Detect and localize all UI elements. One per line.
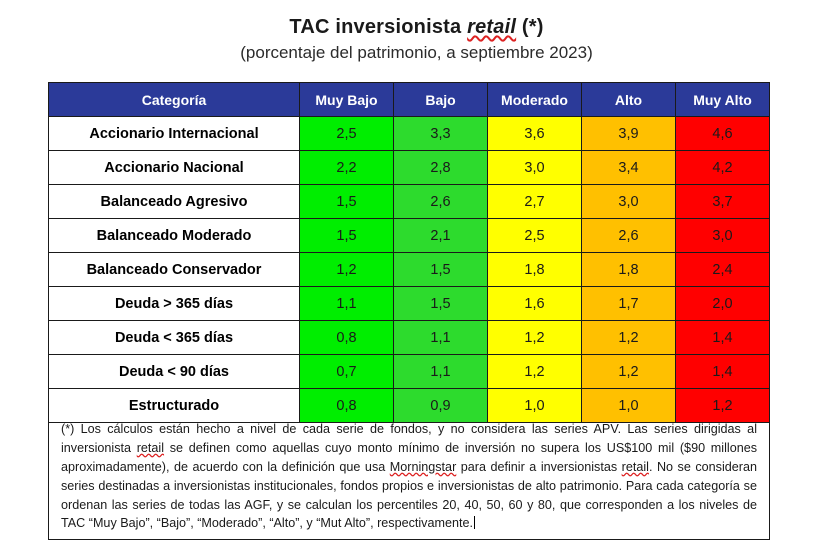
cell-bajo: 3,3 xyxy=(394,117,488,151)
cell-bajo: 2,8 xyxy=(394,151,488,185)
table-row xyxy=(49,355,770,389)
cell-alto: 1,8 xyxy=(582,253,676,287)
row-category: Accionario Internacional xyxy=(49,117,300,151)
column-header-categoria: Categoría xyxy=(49,83,300,117)
cell-muy-bajo: 2,5 xyxy=(300,117,394,151)
cell-muy-alto: 1,4 xyxy=(676,355,770,389)
cell-muy-alto: 4,2 xyxy=(676,151,770,185)
cell-muy-alto: 2,0 xyxy=(676,287,770,321)
cell-muy-alto: 2,4 xyxy=(676,253,770,287)
footnote-part-1: (*) Los cálculos están hecho a nivel de cada serie de fondos, y no considera las series APV. Las series dirigidas al inversionista xyxy=(61,422,757,455)
column-header-bajo: Bajo xyxy=(394,83,488,117)
cell-muy-bajo: 0,7 xyxy=(300,355,394,389)
cell-muy-bajo: 0,8 xyxy=(300,321,394,355)
row-category: Balanceado Moderado xyxy=(49,219,300,253)
row-category: Deuda > 365 días xyxy=(49,287,300,321)
cell-moderado: 1,6 xyxy=(488,287,582,321)
tac-table-container xyxy=(48,82,770,423)
footnote-part-3: para definir a inversionistas xyxy=(456,459,622,474)
cell-muy-alto: 3,0 xyxy=(676,219,770,253)
cell-bajo: 1,1 xyxy=(394,321,488,355)
cell-muy-alto: 4,6 xyxy=(676,117,770,151)
table-row xyxy=(49,287,770,321)
cell-alto: 1,2 xyxy=(582,355,676,389)
table-row xyxy=(49,219,770,253)
cell-alto: 1,7 xyxy=(582,287,676,321)
column-header-moderado: Moderado xyxy=(488,83,582,117)
cell-moderado: 3,0 xyxy=(488,151,582,185)
table-body xyxy=(49,117,770,423)
cell-moderado: 2,7 xyxy=(488,185,582,219)
cell-muy-bajo: 0,8 xyxy=(300,389,394,423)
cell-moderado: 3,6 xyxy=(488,117,582,151)
row-category: Deuda < 90 días xyxy=(49,355,300,389)
cell-bajo: 1,5 xyxy=(394,287,488,321)
table-row xyxy=(49,151,770,185)
row-category: Balanceado Conservador xyxy=(49,253,300,287)
cell-muy-alto: 3,7 xyxy=(676,185,770,219)
cell-moderado: 1,2 xyxy=(488,355,582,389)
row-category: Estructurado xyxy=(49,389,300,423)
cell-muy-bajo: 1,5 xyxy=(300,219,394,253)
cell-bajo: 1,1 xyxy=(394,355,488,389)
title-block xyxy=(0,0,833,63)
cell-bajo: 2,1 xyxy=(394,219,488,253)
page-subtitle: (porcentaje del patrimonio, a septiembre 2023) xyxy=(240,43,593,62)
row-category: Accionario Nacional xyxy=(49,151,300,185)
tac-table xyxy=(48,82,770,423)
footnote-part-4: . No se consideran series destinadas a inversionistas institucionales, fondos propios e inversionistas de alto patrimonio. Para cada categoría se ordenan las series de todas las AGF, y se calculan los percentiles 20, 40, 50, 60 y 80, que corresponden a los niveles de TAC “Muy Bajo”, “Bajo”, “Moderado”, “Alto”, y “Mut Alto”, respectivamente. xyxy=(61,459,757,531)
page-title-emphasis: retail xyxy=(467,16,517,38)
cell-muy-bajo: 2,2 xyxy=(300,151,394,185)
cell-moderado: 1,2 xyxy=(488,321,582,355)
column-header-muy-bajo: Muy Bajo xyxy=(300,83,394,117)
table-row xyxy=(49,253,770,287)
footnote-word-retail-1: retail xyxy=(136,440,165,455)
footnote-word-morningstar: Morningstar xyxy=(389,459,457,474)
cell-alto: 1,0 xyxy=(582,389,676,423)
cell-bajo: 0,9 xyxy=(394,389,488,423)
footnote-word-retail-2: retail xyxy=(621,459,649,474)
table-row xyxy=(49,321,770,355)
cell-muy-bajo: 1,5 xyxy=(300,185,394,219)
cell-alto: 3,9 xyxy=(582,117,676,151)
cell-alto: 1,2 xyxy=(582,321,676,355)
footnote xyxy=(48,412,770,540)
page-title-prefix: TAC inversionista xyxy=(289,16,468,38)
table-header xyxy=(49,83,770,117)
row-category: Deuda < 365 días xyxy=(49,321,300,355)
cell-muy-alto: 1,4 xyxy=(676,321,770,355)
cell-muy-bajo: 1,1 xyxy=(300,287,394,321)
cell-alto: 3,0 xyxy=(582,185,676,219)
cell-moderado: 1,8 xyxy=(488,253,582,287)
page-title xyxy=(0,16,833,39)
cell-bajo: 1,5 xyxy=(394,253,488,287)
footnote-part-2: se definen como aquellas cuyo monto mínimo de inversión no supera los US$100 mil ($90 millones aproximadamente), de acuerdo con la definición que usa xyxy=(61,440,757,474)
text-cursor xyxy=(474,516,475,529)
cell-bajo: 2,6 xyxy=(394,185,488,219)
table-header-row xyxy=(49,83,770,117)
cell-muy-alto: 1,2 xyxy=(676,389,770,423)
table-row xyxy=(49,117,770,151)
cell-muy-bajo: 1,2 xyxy=(300,253,394,287)
column-header-alto: Alto xyxy=(582,83,676,117)
table-row xyxy=(49,185,770,219)
cell-moderado: 2,5 xyxy=(488,219,582,253)
column-header-muy-alto: Muy Alto xyxy=(676,83,770,117)
cell-alto: 3,4 xyxy=(582,151,676,185)
cell-alto: 2,6 xyxy=(582,219,676,253)
page-title-suffix: (*) xyxy=(516,16,544,38)
cell-moderado: 1,0 xyxy=(488,389,582,423)
row-category: Balanceado Agresivo xyxy=(49,185,300,219)
